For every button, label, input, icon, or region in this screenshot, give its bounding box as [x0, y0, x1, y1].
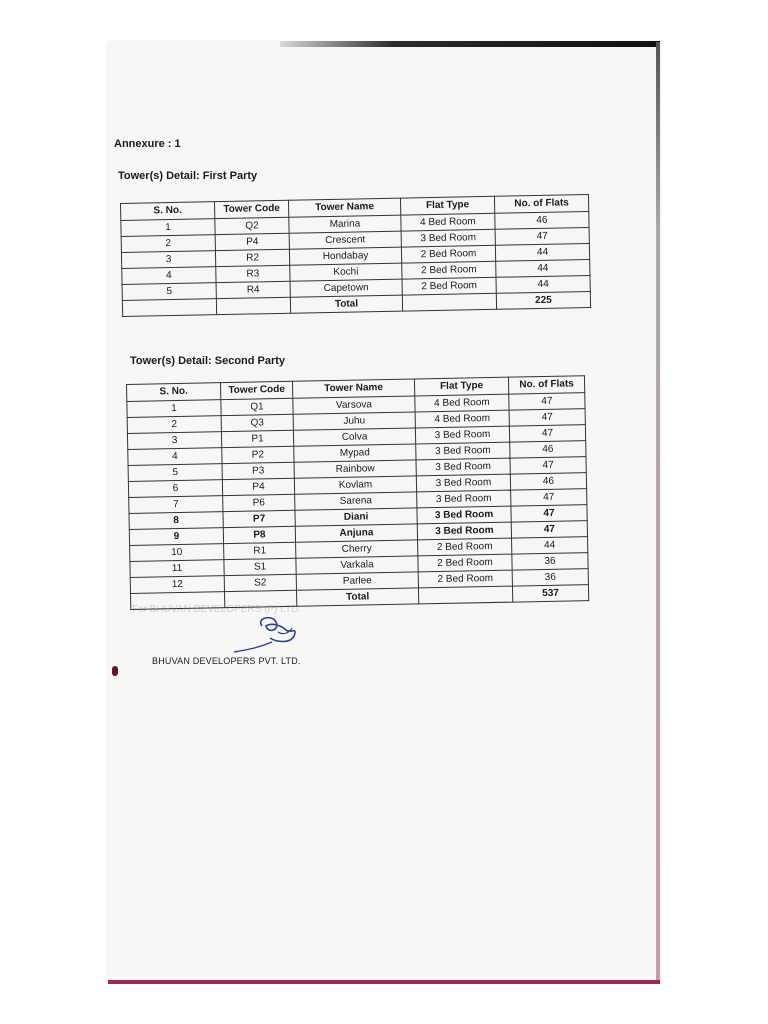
table-cell: 6: [128, 480, 222, 498]
table-cell: Varsova: [293, 396, 415, 414]
total-label: Total: [296, 588, 418, 606]
annexure-title: Annexure : 1: [114, 138, 181, 150]
ink-mark: [112, 666, 118, 676]
table-cell: Marina: [289, 215, 401, 233]
table-cell: 10: [130, 544, 224, 562]
table-cell: 47: [511, 489, 587, 506]
page-right-edge: [656, 42, 660, 984]
table-cell: 11: [130, 560, 224, 578]
second-party-heading: Tower(s) Detail: Second Party: [130, 355, 286, 367]
header-cell: Tower Code: [220, 381, 292, 399]
table-cell: 3: [121, 251, 215, 269]
table-cell: 2 Bed Room: [418, 538, 512, 556]
table-cell: 36: [512, 553, 588, 570]
second-party-table: [126, 375, 589, 610]
table-cell: 44: [496, 275, 590, 293]
table-cell: 46: [510, 473, 586, 490]
table-cell: 44: [512, 537, 588, 554]
table-cell: R2: [215, 249, 289, 266]
table-cell: 2: [121, 235, 215, 253]
table-cell: Q1: [221, 398, 293, 415]
total-value: 537: [512, 585, 588, 602]
header-cell: S. No.: [121, 202, 215, 221]
table-cell: P8: [223, 526, 295, 543]
table-cell: Mypad: [294, 444, 416, 462]
first-party-heading: Tower(s) Detail: First Party: [118, 170, 258, 182]
table-cell: P7: [223, 510, 295, 527]
total-label: Total: [290, 295, 402, 313]
table-cell: 2 Bed Room: [402, 261, 496, 279]
table-cell: Juhu: [293, 412, 415, 430]
table-cell: 3 Bed Room: [417, 522, 511, 540]
table-cell: 3 Bed Room: [417, 490, 511, 508]
signature-mark: [232, 612, 304, 658]
company-name: BHUVAN DEVELOPERS PVT. LTD.: [152, 656, 301, 666]
header-cell: Flat Type: [414, 377, 508, 396]
header-cell: No. of Flats: [494, 195, 588, 214]
table-cell: P1: [221, 430, 293, 447]
table-cell: P4: [215, 233, 289, 250]
table-cell: 9: [129, 528, 223, 546]
header-cell: No. of Flats: [508, 376, 584, 394]
table-cell: 2 Bed Room: [401, 245, 495, 263]
table-cell: 3: [127, 432, 221, 450]
table-cell: 4: [122, 267, 216, 285]
table-cell: 4 Bed Room: [415, 394, 509, 412]
table-cell: 3 Bed Room: [415, 426, 509, 444]
table-cell: Cherry: [296, 540, 418, 558]
total-value: 225: [496, 291, 590, 309]
first-party-table: [120, 194, 591, 317]
table-cell: R4: [216, 281, 290, 298]
table-cell: P3: [222, 462, 294, 479]
table-cell: P6: [223, 494, 295, 511]
table-cell: 3 Bed Room: [401, 229, 495, 247]
header-cell: Flat Type: [400, 196, 494, 215]
table-cell: 12: [130, 576, 224, 594]
table-cell: Kochi: [290, 263, 402, 281]
table-cell: 44: [496, 259, 590, 277]
table-cell: 8: [129, 512, 223, 530]
header-cell: S. No.: [127, 383, 221, 402]
table-cell: 3 Bed Room: [416, 442, 510, 460]
table-cell: Crescent: [289, 231, 401, 249]
table-cell: Kovlam: [294, 476, 416, 494]
table-cell: Q3: [221, 414, 293, 431]
table-cell: P4: [222, 478, 294, 495]
table-cell: 2: [127, 416, 221, 434]
table-cell: Rainbow: [294, 460, 416, 478]
table-cell: Colva: [293, 428, 415, 446]
table-cell: 3 Bed Room: [416, 474, 510, 492]
table-cell: 47: [511, 505, 587, 522]
table-cell: 4 Bed Room: [401, 213, 495, 231]
table-cell: 4 Bed Room: [415, 410, 509, 428]
table-cell: 3 Bed Room: [416, 458, 510, 476]
table-cell: Anjuna: [295, 524, 417, 542]
table-cell: 2 Bed Room: [418, 554, 512, 572]
table-cell: 5: [128, 464, 222, 482]
table-cell: S2: [224, 574, 296, 591]
table-cell: 7: [129, 496, 223, 514]
table-cell: R1: [224, 542, 296, 559]
table-cell: Capetown: [290, 279, 402, 297]
page-top-edge: [280, 41, 660, 47]
table-cell: 47: [509, 409, 585, 426]
table-cell: 4: [128, 448, 222, 466]
table-cell: Sarena: [295, 492, 417, 510]
table-cell: P2: [222, 446, 294, 463]
table-cell: 44: [495, 243, 589, 261]
table-cell: 1: [127, 400, 221, 418]
header-cell: Tower Name: [288, 198, 400, 217]
table-cell: 2 Bed Room: [402, 277, 496, 295]
table-cell: 47: [510, 457, 586, 474]
table-cell: Diani: [295, 508, 417, 526]
table-cell: 47: [495, 227, 589, 245]
table-cell: 36: [512, 569, 588, 586]
table-cell: R3: [216, 265, 290, 282]
table-cell: 1: [121, 219, 215, 237]
table-cell: Varkala: [296, 556, 418, 574]
bleed-through-text: For BHUVAN DEVELOPERS (P) LTD.: [132, 604, 302, 615]
table-cell: 46: [510, 441, 586, 458]
table-cell: S1: [224, 558, 296, 575]
header-cell: Tower Code: [214, 200, 288, 218]
table-cell: Hondabay: [289, 247, 401, 265]
header-cell: Tower Name: [292, 379, 414, 398]
table-cell: 5: [122, 283, 216, 301]
table-cell: 47: [509, 425, 585, 442]
table-cell: 3 Bed Room: [417, 506, 511, 524]
table-cell: 46: [495, 212, 589, 230]
table-cell: Q2: [215, 217, 289, 234]
table-cell: 2 Bed Room: [418, 570, 512, 588]
table-cell: 47: [511, 521, 587, 538]
table-cell: Parlee: [296, 572, 418, 590]
page-bottom-edge: [108, 980, 660, 984]
table-cell: 47: [509, 393, 585, 410]
